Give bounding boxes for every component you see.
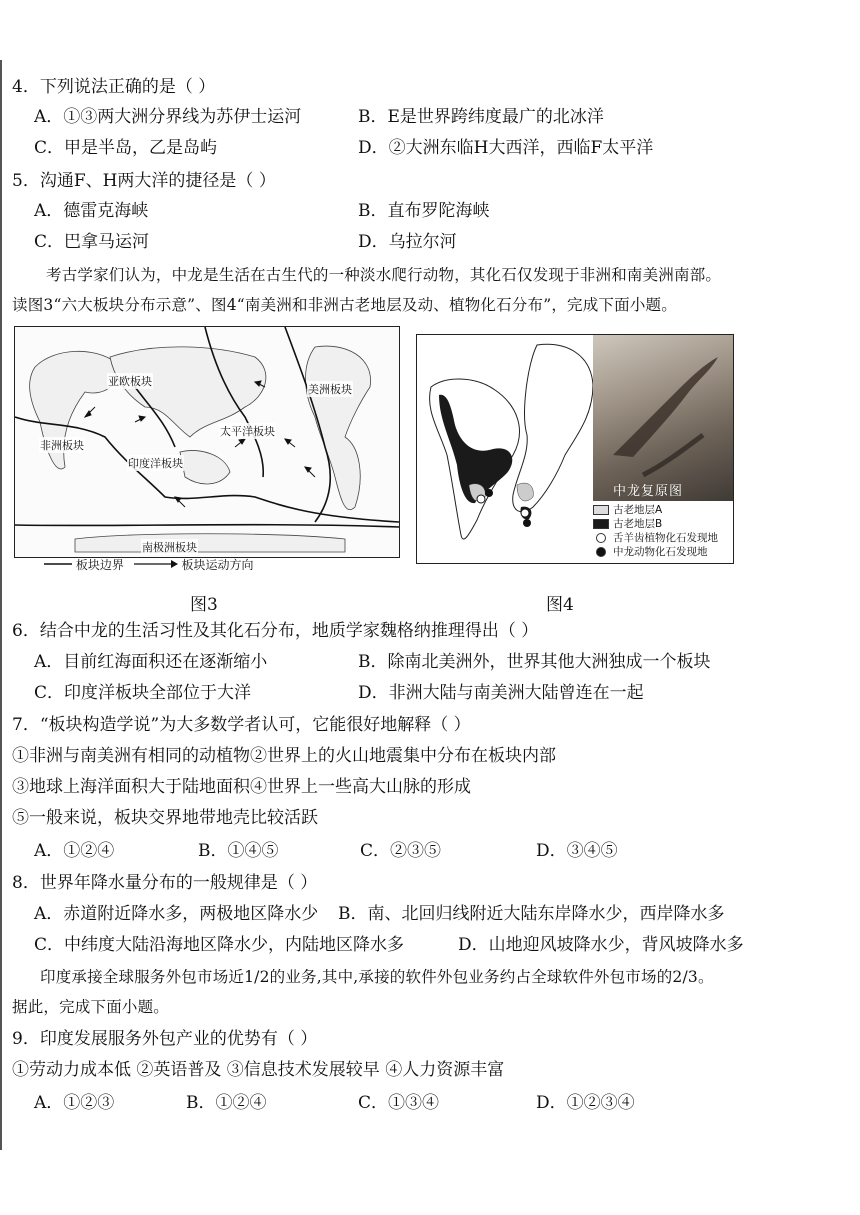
q4-option-a: A．①③两大洲分界线为苏伊士运河 [34,107,302,127]
q8-option-a: A．赤道附近降水多，两极地区降水少 [34,904,319,924]
legend-row-old-b [593,517,733,531]
plate-label-america: 美洲板块 [308,383,352,396]
q7-statement-3: ⑤一般来说，板块交界地带地壳比较活跃 [12,808,318,828]
q4-option-c: C．甲是半岛，乙是岛屿 [34,138,218,158]
plate-map-figure [14,326,400,558]
q9-option-a: A．①②③ [34,1093,115,1113]
q5-option-d: D．乌拉尔河 [358,232,457,252]
q6-option-c: C．印度洋板块全部位于大洋 [34,683,252,703]
grey-swatch-icon [593,505,609,515]
q7-statement-1: ①非洲与南美洲有相同的动植物②世界上的火山地震集中分布在板块内部 [12,746,556,766]
legend-old-a-label: 古老地层A [613,504,663,516]
q8-option-b: B．南、北回归线附近大陆东岸降水少，西岸降水多 [338,904,725,924]
q8-option-c: C．中纬度大陆沿海地区降水少，内陆地区降水多 [34,935,405,955]
legend-reptile-label: 中龙动物化石发现地 [613,546,708,558]
solid-dot-icon [596,547,606,557]
hollow-dot-icon [596,533,606,543]
legend-old-b-label: 古老地层B [613,518,663,530]
q6-stem: 6．结合中龙的生活习性及其化石分布，地质学家魏格纳推理得出（ ） [12,621,539,641]
legend-motion-label: 板块运动方向 [181,558,254,572]
plate-label-antarctic: 南极洲板块 [142,541,197,554]
q9-option-d: D．①②③④ [536,1093,635,1113]
intro1-line2: 读图3“六大板块分布示意”、图4“南美洲和非洲古老地层及动、植物化石分布”，完成下面小题。 [12,296,677,314]
q5-stem: 5．沟通F、H两大洋的捷径是（ ） [12,171,276,191]
page-margin-rule [0,60,2,1150]
q4-option-d: D．②大洲东临H大西洋，西临F太平洋 [358,138,654,158]
continents-drawing [417,335,593,563]
photo-caption: 中龙复原图 [613,484,684,499]
legend-fern-label: 舌羊齿植物化石发现地 [613,532,718,544]
q6-option-d: D．非洲大陆与南美洲大陆曾连在一起 [358,683,644,703]
reptile-silhouette-icon [593,335,733,501]
q7-option-a: A．①②④ [34,841,115,861]
intro2-line1: 印度承接全球服务外包市场近1/2的业务,其中,承接的软件外包业务约占全球软件外包市场的2/3。 [40,968,714,986]
legend-row-fern [593,531,733,545]
black-swatch-icon [593,519,609,529]
q7-stem: 7．“板块构造学说”为大多数学者认可，它能很好地解释（ ） [12,715,471,735]
boundary-line-icon [44,559,72,569]
legend-row-reptile [593,545,733,559]
fig3-caption: 图3 [190,595,218,615]
q7-option-c: C．②③⑤ [360,841,442,861]
q9-stem: 9．印度发展服务外包产业的优势有（ ） [12,1029,318,1049]
q5-option-c: C．巴拿马运河 [34,232,150,252]
q8-option-d: D．山地迎风坡降水少，背风坡降水多 [458,935,744,955]
fig4-caption: 图4 [546,595,574,615]
q9-statements: ①劳动力成本低 ②英语普及 ③信息技术发展较早 ④人力资源丰富 [12,1060,505,1080]
q7-option-d: D．③④⑤ [536,841,618,861]
intro1-line1: 考古学家们认为，中龙是生活在古生代的一种淡水爬行动物，其化石仅发现于非洲和南美洲南部。 [46,266,722,284]
plate-label-pacific: 太平洋板块 [220,425,275,438]
q7-statement-2: ③地球上海洋面积大于陆地面积④世界上一些高大山脉的形成 [12,777,471,797]
q8-stem: 8．世界年降水量分布的一般规律是（ ） [12,873,318,893]
q6-option-a: A．目前红海面积还在逐渐缩小 [34,652,268,672]
fig3-legend [44,556,254,573]
motion-arrow-icon [134,559,178,569]
q5-option-b: B．直布罗陀海峡 [358,201,490,221]
plate-label-indian: 印度洋板块 [128,457,183,470]
q4-option-b: B．E是世界跨纬度最广的北冰洋 [358,107,604,127]
q5-option-a: A．德雷克海峡 [34,201,149,221]
legend-boundary-label: 板块边界 [75,558,124,572]
fig4-legend [593,503,733,559]
q7-option-b: B．①④⑤ [198,841,279,861]
intro2-line2: 据此，完成下面小题。 [12,998,170,1016]
legend-row-old-a [593,503,733,517]
q9-option-b: B．①②④ [186,1093,267,1113]
mesosaurus-reconstruction-image [593,335,733,501]
q9-option-c: C．①③④ [358,1093,440,1113]
q6-option-b: B．除南北美洲外，世界其他大洲独成一个板块 [358,652,711,672]
fossil-map-figure [416,334,734,564]
plate-label-eurasia: 亚欧板块 [108,375,152,388]
q4-stem: 4．下列说法正确的是（ ） [12,77,216,97]
plate-label-africa: 非洲板块 [40,439,84,452]
